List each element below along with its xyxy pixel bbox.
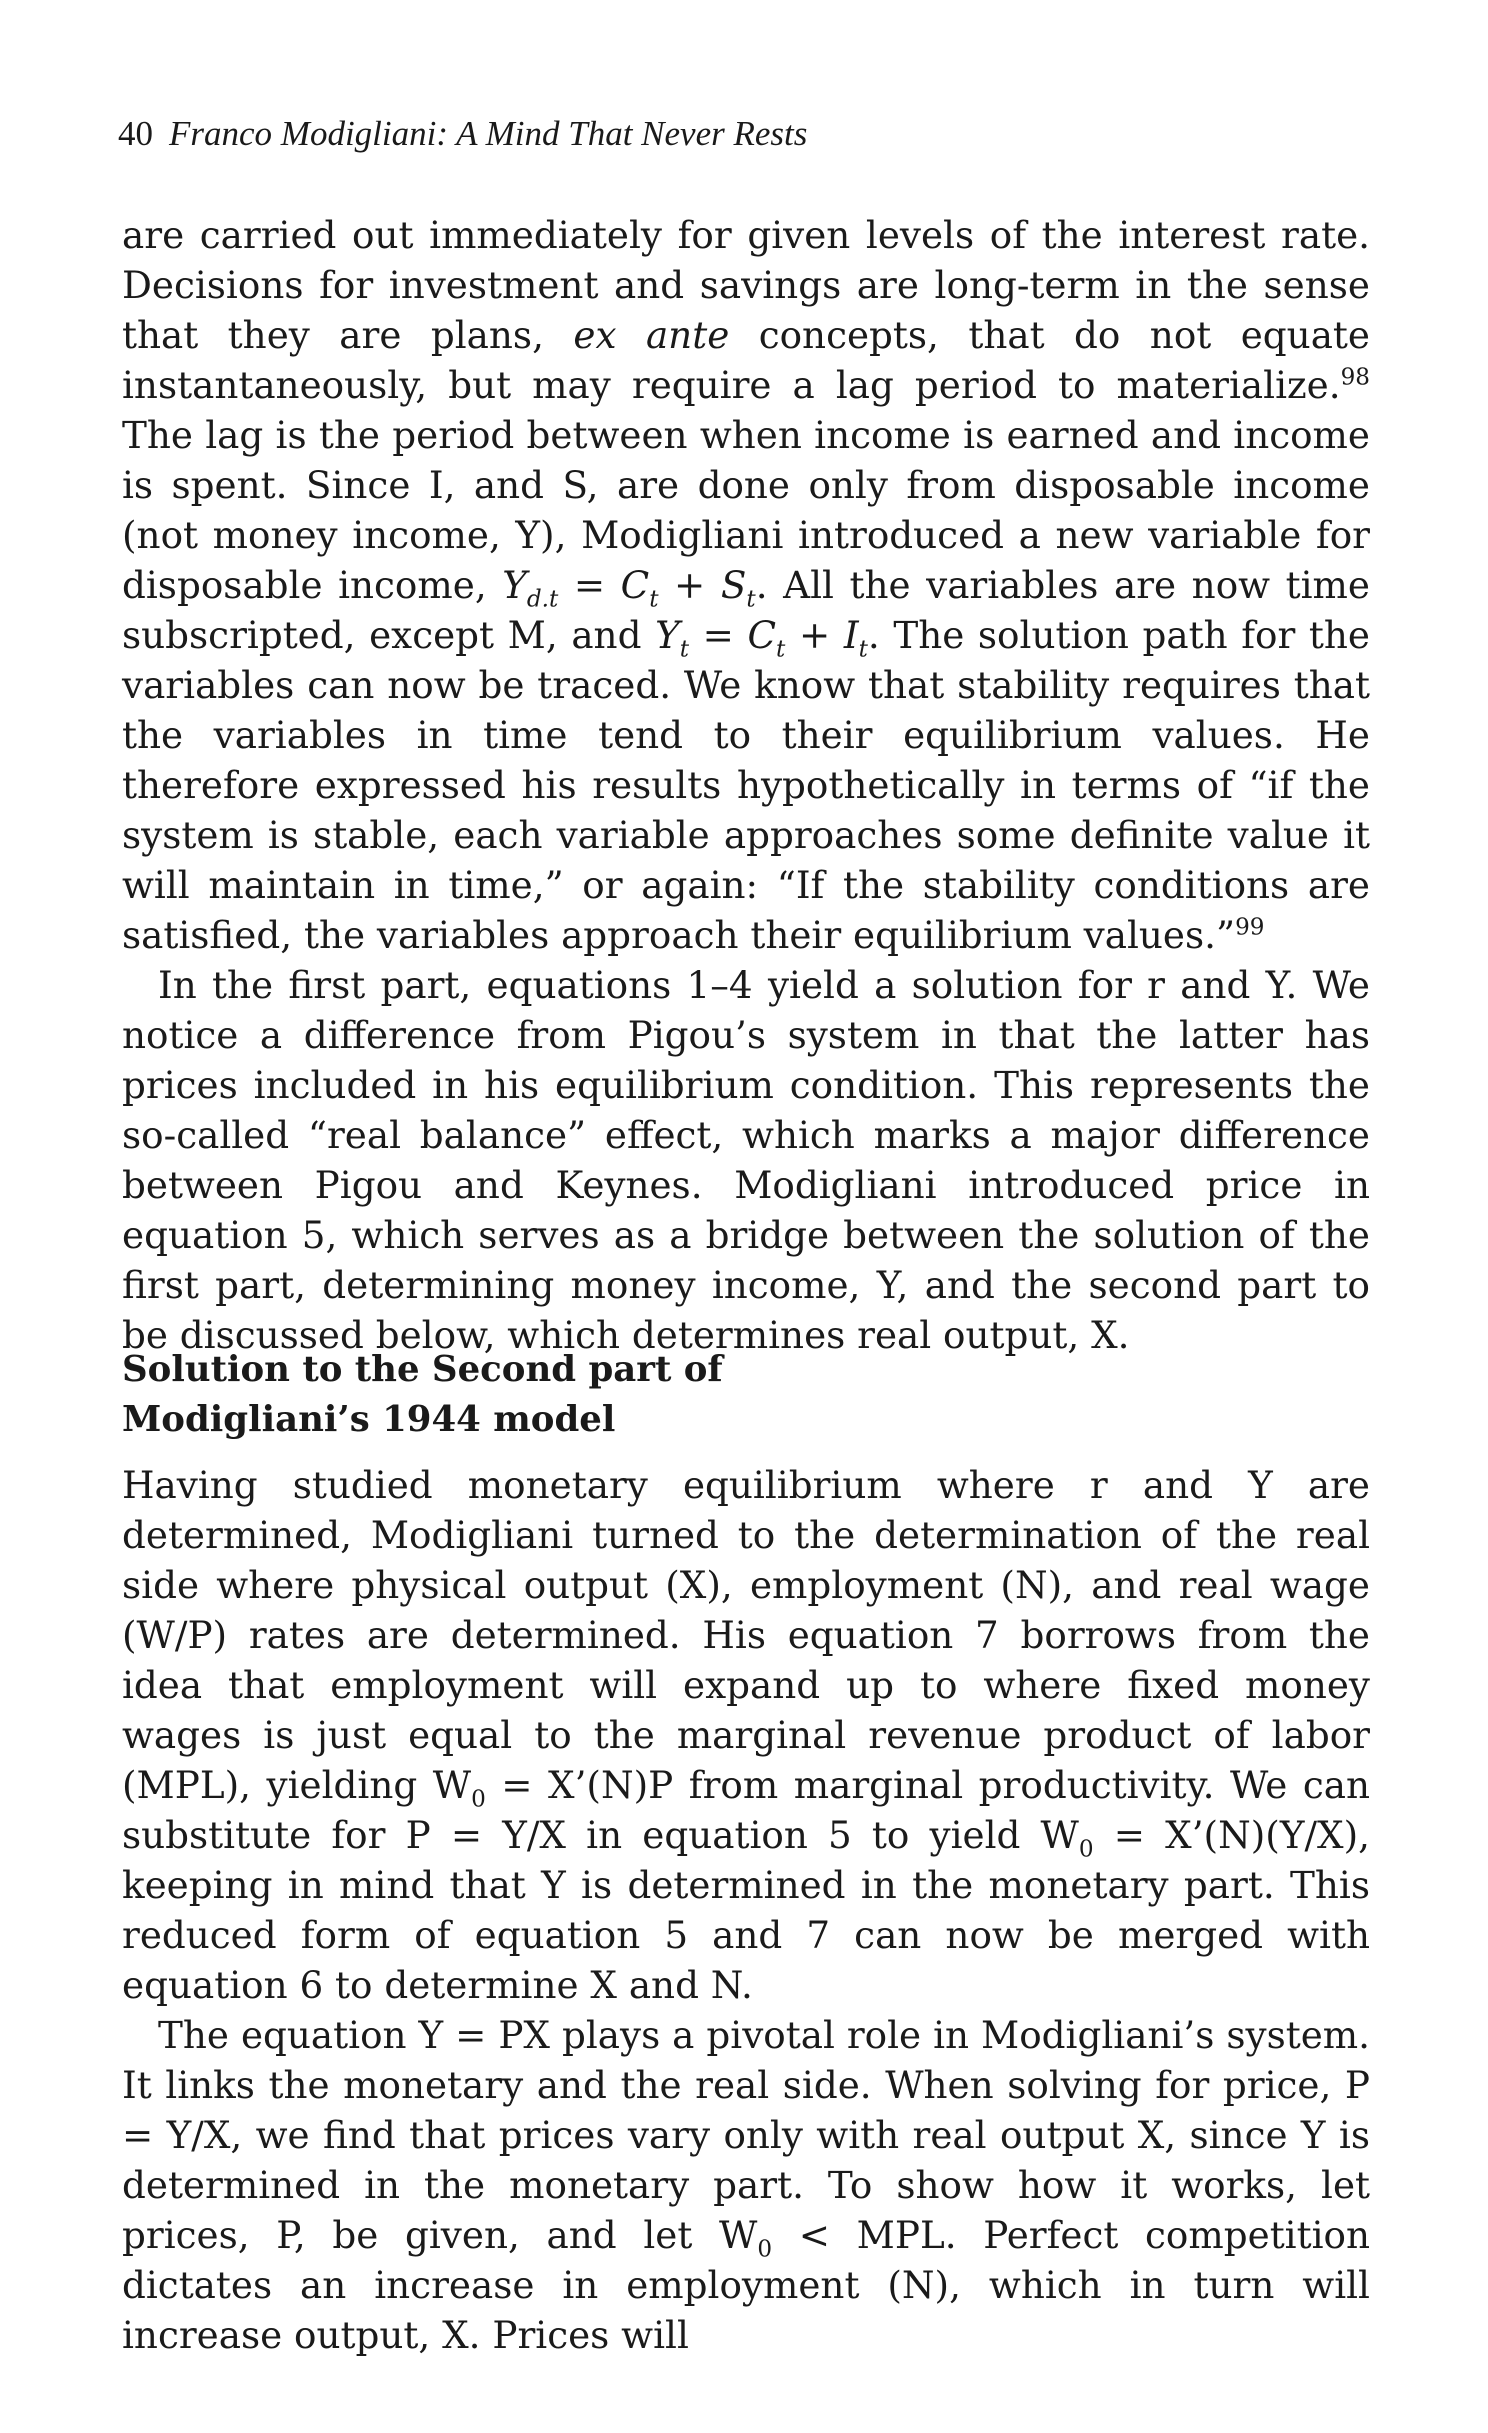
paragraph: In the first part, equations 1–4 yield a solution for r and Y. We notice a difference from Pigou’s system in that the latter has prices included in his equilibrium condition. This represents the so-called “real balance” effect, which marks a major difference between Pigou and Keynes. Modigliani introduced price in equation 5, which serves as a bridge between the solution of the first part, determining money income, Y, and the second part to be discussed below, which determines real output, X. (122, 963, 1370, 1357)
body-text-upper (122, 210, 1370, 1360)
running-header (118, 112, 807, 156)
paragraph: The equation Y = PX plays a pivotal role in Modigliani’s system. It links the monetary and the real side. When solving for price, P = Y/X, we find that prices vary only with real output X, since Y is determined in the monetary part. To show how it works, let prices, P, be given, and let $W_0$ < MPL. Perfect competition dictates an increase in employment (N), which in turn will increase output, X. Prices will (122, 2013, 1370, 2357)
equation-disposable-income: $Y_{d.t} = C_t + S_t$ (502, 563, 756, 613)
paragraph: Having studied monetary equilibrium where r and Y are determined, Modigliani turned to the determination of the real side where physical output (X), employment (N), and real wage (W/P) rates are determined. His equation 7 borrows from the idea that employment will expand up to where fixed money wages is just equal to the marginal revenue product of labor (MPL), yielding $W_0$ = X’(N)P from marginal productivity. We can substitute for P = Y/X in equation 5 to yield $W_0$ = X’(N)(Y/X), keeping in mind that Y is determined in the monetary part. This reduced form of equation 5 and 7 can now be merged with equation 6 to determine X and N. (122, 1463, 1370, 2007)
body-text-lower (122, 1460, 1370, 2360)
paragraph: are carried out immediately for given levels of the interest rate. Decisions for investment and savings are long-term in the sense that they are plans, ex ante concepts, that do not equate instantaneously, but may require a lag period to materialize.$^{98}$ The lag is the period between when income is earned and income is spent. Since I, and S, are done only from disposable income (not money income, Y), Modigliani introduced a new variable for disposable income, $Y_{d.t} = C_t + S_t$. All the variables are now time subscripted, except M, and $Y_t = C_t + I_t$. The solution path for the variables can now be traced. We know that stability requires that the variables in time tend to their equilibrium values. He therefore expressed his results hypothetically in terms of “if the system is stable, each variable approaches some definite value it will maintain in time,” or again: “If the stability conditions are satisfied, the variables approach their equilibrium values.”$^{99}$ (122, 213, 1371, 957)
section-heading-line: Modigliani’s 1944 model (122, 1399, 616, 1440)
equation-income: $Y_t = C_t + I_t$ (655, 613, 868, 663)
section-heading (122, 1345, 1022, 1445)
book-title: Franco Modigliani: A Mind That Never Rests (169, 114, 808, 153)
footnote-ref-98: 98 (1340, 364, 1370, 391)
page-number: 40 (118, 114, 153, 153)
section-heading-line: Solution to the Second part of (122, 1349, 723, 1390)
footnote-ref-99: 99 (1235, 914, 1265, 941)
emphasis-ex-ante: ex ante (573, 313, 730, 357)
